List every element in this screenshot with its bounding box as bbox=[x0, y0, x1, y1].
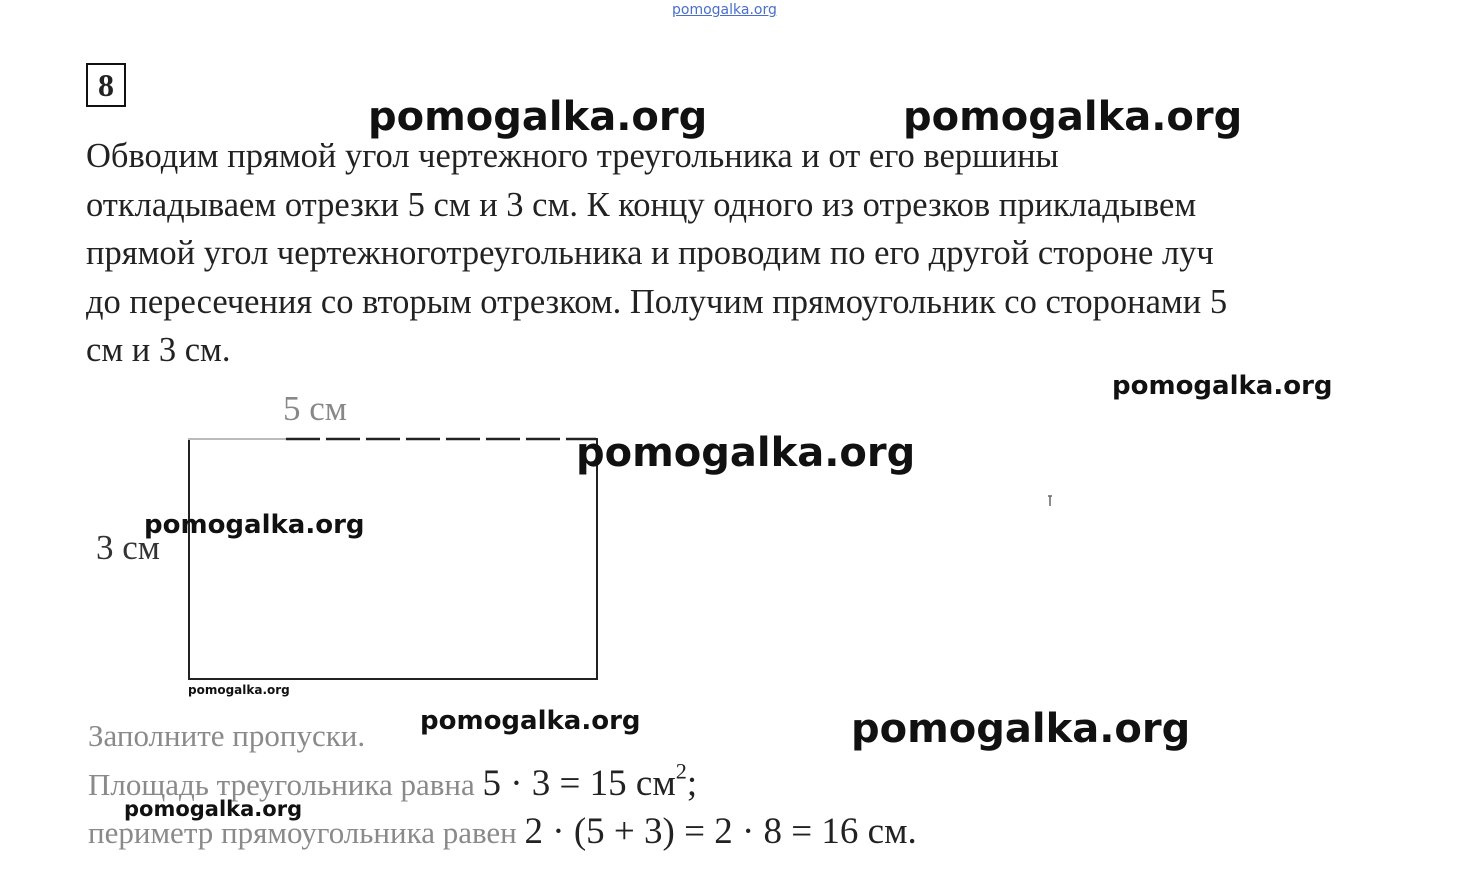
watermark: pomogalka.org bbox=[188, 683, 290, 697]
paragraph-line: откладываем отрезки 5 см и 3 см. К концу одного из отрезков прикладывем bbox=[86, 185, 1197, 224]
perimeter-text: периметр прямоугольника равен bbox=[88, 815, 517, 850]
watermark: pomogalka.org bbox=[903, 94, 1243, 140]
area-answer: 5 · 3 = 15 $см^2$; bbox=[482, 758, 698, 804]
paragraph-line: см и 3 см. bbox=[86, 331, 231, 369]
paragraph-line: до пересечения со вторым отрезком. Получим прямоугольник со сторонами 5 bbox=[86, 282, 1228, 321]
left-side-label: 3 см bbox=[96, 528, 160, 567]
fill-prompt: Заполните пропуски. bbox=[88, 718, 366, 753]
top-watermark-link[interactable]: pomogalka.org bbox=[672, 2, 777, 18]
paragraph-line: Обводим прямой угол чертежного треугольника и от его вершины bbox=[86, 137, 1059, 175]
watermark: pomogalka.org bbox=[576, 430, 916, 476]
watermark: pomogalka.org bbox=[420, 706, 641, 736]
task-number-box: 8 bbox=[86, 63, 126, 107]
top-side-label: 5 см bbox=[283, 389, 347, 428]
area-text: Площадь треугольника равна bbox=[88, 767, 475, 802]
task-paragraph bbox=[86, 132, 1396, 375]
watermark: pomogalka.org bbox=[1112, 371, 1333, 401]
perimeter-answer: 2 · (5 + 3) = 2 · 8 = 16 см. bbox=[524, 811, 917, 852]
watermark: pomogalka.org bbox=[851, 706, 1191, 752]
rectangle-figure bbox=[188, 438, 598, 680]
rectangle-top-dashed-edge bbox=[188, 437, 596, 441]
paragraph-line: прямой угол чертежноготреугольника и проводим по его другой стороне луч bbox=[86, 234, 1214, 272]
watermark: pomogalka.org bbox=[144, 510, 365, 540]
watermark: pomogalka.org bbox=[124, 797, 303, 821]
stray-mark bbox=[1047, 495, 1053, 507]
watermark: pomogalka.org bbox=[368, 94, 708, 140]
